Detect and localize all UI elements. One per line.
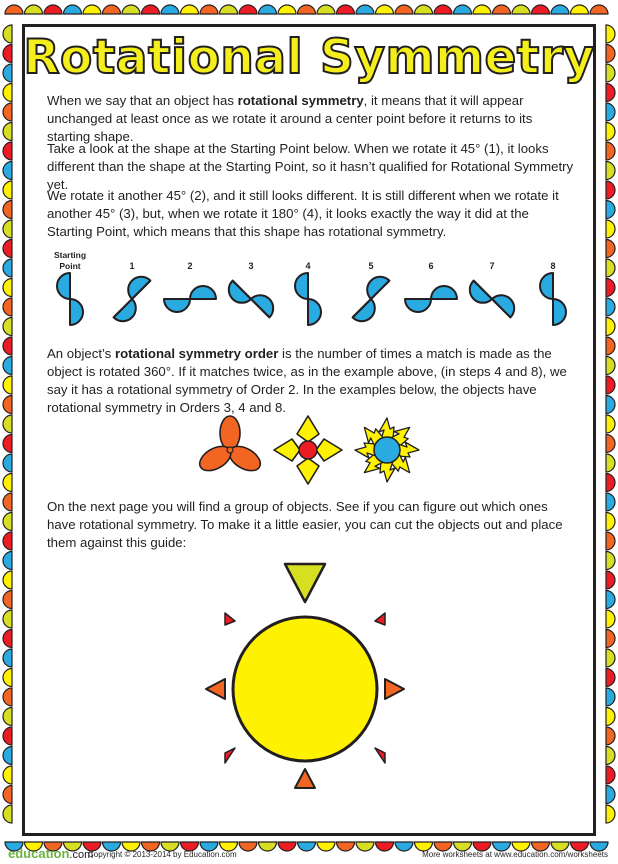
guide-top-triangle xyxy=(285,564,325,602)
border-semicircle xyxy=(606,805,615,823)
order-8-sun-icon xyxy=(355,418,419,482)
step-label: 4 xyxy=(305,261,311,271)
border-semicircle xyxy=(3,474,12,492)
border-semicircle xyxy=(606,688,615,706)
border-semicircle xyxy=(434,5,452,14)
border-semicircle xyxy=(3,123,12,141)
rotated-shape-step xyxy=(164,286,216,312)
border-semicircle xyxy=(3,240,12,258)
text-segment: is the number of times a match is made as the object is rotated 360°. If it matches twice, as in the example above, (in steps 4 and 8), we say it has a rotational symmetry of Order 2. In the examples below, the objects have rotational symmetry in Orders 3, 4 and 8. xyxy=(47,346,567,415)
border-semicircle xyxy=(395,5,413,14)
border-semicircle xyxy=(415,5,433,14)
border-semicircle xyxy=(239,842,257,851)
text-segment: When we say that an object has xyxy=(47,93,238,108)
border-semicircle xyxy=(3,220,12,238)
order-3-propeller-icon xyxy=(196,416,265,476)
border-semicircle xyxy=(25,5,43,14)
border-semicircle xyxy=(606,454,615,472)
paragraph-symmetry-order xyxy=(47,345,577,417)
border-semicircle xyxy=(3,630,12,648)
border-semicircle xyxy=(298,5,316,14)
border-semicircle xyxy=(606,727,615,745)
border-semicircle xyxy=(317,842,335,851)
border-semicircle xyxy=(317,5,335,14)
border-semicircle xyxy=(493,5,511,14)
border-semicircle xyxy=(3,513,12,531)
border-semicircle xyxy=(606,337,615,355)
starting-point-label-line1: Starting xyxy=(53,250,87,260)
border-semicircle xyxy=(3,766,12,784)
guide-marker-left xyxy=(206,679,225,699)
border-semicircle xyxy=(606,357,615,375)
border-semicircle xyxy=(3,357,12,375)
border-semicircle xyxy=(259,5,277,14)
border-semicircle xyxy=(3,591,12,609)
border-semicircle xyxy=(606,708,615,726)
border-semicircle xyxy=(606,279,615,297)
guide-sun-circle xyxy=(233,617,377,761)
step-label: 6 xyxy=(428,261,434,271)
border-semicircle xyxy=(3,142,12,160)
symmetry-order-examples xyxy=(180,410,440,490)
border-semicircle xyxy=(3,805,12,823)
border-semicircle xyxy=(606,162,615,180)
border-semicircle xyxy=(606,376,615,394)
border-semicircle xyxy=(298,842,316,851)
guide-marker-top-left xyxy=(225,613,235,625)
border-semicircle xyxy=(3,708,12,726)
border-semicircle xyxy=(3,454,12,472)
logo-text: education xyxy=(8,846,70,861)
border-semicircle xyxy=(3,610,12,628)
border-semicircle xyxy=(142,5,160,14)
border-semicircle xyxy=(606,181,615,199)
border-semicircle xyxy=(3,688,12,706)
logo-suffix: .com xyxy=(69,849,94,861)
text-segment: An object’s xyxy=(47,346,115,361)
step-label: 1 xyxy=(129,261,135,271)
border-semicircle xyxy=(337,842,355,851)
guide-marker-bottom-right xyxy=(375,748,385,763)
border-semicircle xyxy=(44,5,62,14)
propeller-blade xyxy=(220,416,240,450)
education-logo[interactable] xyxy=(8,846,93,861)
border-semicircle xyxy=(606,766,615,784)
border-semicircle xyxy=(606,630,615,648)
border-semicircle xyxy=(3,259,12,277)
flower-petal xyxy=(274,439,300,461)
border-semicircle xyxy=(356,842,374,851)
page-title: Rotational Symmetry xyxy=(23,30,595,85)
bold-term: rotational symmetry order xyxy=(114,346,279,361)
border-semicircle xyxy=(3,181,12,199)
border-semicircle xyxy=(606,396,615,414)
border-semicircle xyxy=(3,552,12,570)
border-semicircle xyxy=(5,5,23,14)
border-semicircle xyxy=(200,5,218,14)
rotation-sequence xyxy=(40,244,580,334)
border-semicircle xyxy=(606,610,615,628)
border-semicircle xyxy=(395,842,413,851)
border-semicircle xyxy=(532,5,550,14)
border-semicircle xyxy=(3,103,12,121)
border-semicircle xyxy=(606,532,615,550)
border-semicircle xyxy=(606,142,615,160)
step-label: 5 xyxy=(368,261,374,271)
border-semicircle xyxy=(606,415,615,433)
border-semicircle xyxy=(606,669,615,687)
border-semicircle xyxy=(64,5,82,14)
step-label: 2 xyxy=(187,261,193,271)
border-semicircle xyxy=(571,5,589,14)
bold-term: rotational symmetry xyxy=(237,93,364,108)
guide-marker-bottom-left xyxy=(225,748,235,763)
border-semicircle xyxy=(606,220,615,238)
text-segment: , it means that it will appear unchanged at least once as we rotate it around a center point before it returns to its starting shape. xyxy=(47,93,533,144)
border-semicircle xyxy=(3,571,12,589)
rotation-guide xyxy=(195,558,425,828)
border-semicircle xyxy=(606,123,615,141)
border-semicircle xyxy=(3,747,12,765)
border-semicircle xyxy=(278,5,296,14)
border-semicircle xyxy=(606,591,615,609)
flower-petal xyxy=(316,439,342,461)
border-semicircle xyxy=(3,493,12,511)
step-label: 7 xyxy=(489,261,495,271)
border-semicircle xyxy=(606,786,615,804)
border-semicircle xyxy=(551,5,569,14)
border-semicircle xyxy=(278,842,296,851)
border-semicircle xyxy=(3,279,12,297)
border-semicircle xyxy=(606,298,615,316)
border-semicircle xyxy=(3,669,12,687)
footer-copyright: Copyright © 2013-2014 by Education.com xyxy=(88,850,237,859)
border-semicircle xyxy=(3,727,12,745)
border-semicircle xyxy=(606,435,615,453)
flower-petal xyxy=(297,416,319,442)
border-semicircle xyxy=(356,5,374,14)
flower-petal xyxy=(297,458,319,484)
border-semicircle xyxy=(454,5,472,14)
border-semicircle xyxy=(3,376,12,394)
border-semicircle xyxy=(181,5,199,14)
paragraph-starting-point: Take a look at the shape at the Starting Point below. When we rotate it 45° (1), it looks different than the shape at the Starting Point, so it hasn’t qualified for Rotational Symmetry yet. xyxy=(47,141,574,192)
border-semicircle xyxy=(239,5,257,14)
border-semicircle xyxy=(606,103,615,121)
rotated-shape-step xyxy=(295,273,321,325)
rotated-shape-step xyxy=(540,273,566,325)
border-semicircle xyxy=(606,318,615,336)
border-semicircle xyxy=(606,259,615,277)
border-semicircle xyxy=(3,298,12,316)
border-semicircle xyxy=(606,552,615,570)
border-semicircle xyxy=(122,5,140,14)
footer-more-worksheets[interactable]: More worksheets at www.education.com/worksheets xyxy=(422,850,608,859)
border-semicircle xyxy=(337,5,355,14)
border-semicircle xyxy=(376,5,394,14)
rotated-shape-step xyxy=(343,271,398,326)
border-semicircle xyxy=(3,415,12,433)
border-semicircle xyxy=(3,162,12,180)
border-semicircle xyxy=(606,513,615,531)
border-semicircle xyxy=(3,532,12,550)
step-label: 8 xyxy=(550,261,556,271)
starting-point-label-line2: Point xyxy=(59,261,81,271)
border-semicircle xyxy=(606,747,615,765)
border-semicircle xyxy=(3,649,12,667)
border-semicircle xyxy=(606,571,615,589)
border-semicircle xyxy=(3,396,12,414)
rotated-shape-step xyxy=(405,286,457,312)
border-semicircle xyxy=(473,5,491,14)
rotated-shape-step xyxy=(464,271,519,326)
guide-marker-right xyxy=(385,679,404,699)
border-semicircle xyxy=(512,5,530,14)
rotated-shape-step xyxy=(223,271,278,326)
border-semicircle xyxy=(590,5,608,14)
paragraph-definition xyxy=(47,92,577,146)
border-semicircle xyxy=(103,5,121,14)
border-semicircle xyxy=(606,493,615,511)
order-4-flower-icon xyxy=(274,416,342,484)
border-semicircle xyxy=(606,649,615,667)
step-label: 3 xyxy=(248,261,254,271)
border-semicircle xyxy=(606,201,615,219)
paragraph-next-page: On the next page you will find a group of objects. See if you can figure out which ones have rotational symmetry. To make it a little easier, you can cut the objects out and place them against this guide: xyxy=(47,499,563,550)
border-semicircle xyxy=(161,5,179,14)
border-semicircle xyxy=(3,786,12,804)
guide-marker-bottom xyxy=(295,769,315,788)
border-semicircle xyxy=(606,240,615,258)
border-semicircle xyxy=(3,435,12,453)
guide-marker-top-right xyxy=(375,613,385,625)
border-semicircle xyxy=(3,318,12,336)
border-semicircle xyxy=(3,337,12,355)
border-semicircle xyxy=(606,474,615,492)
border-semicircle xyxy=(376,842,394,851)
border-semicircle xyxy=(220,5,238,14)
paragraph-rotation-steps: We rotate it another 45° (2), and it still looks different. It is still different when we rotate it another 45° (3), but, when we rotate it 180° (4), it looks exactly the way it did at the Starting Point, which means that this shape has rotational symmetry. xyxy=(47,188,559,239)
border-semicircle xyxy=(259,842,277,851)
rotated-shape-step xyxy=(104,271,159,326)
border-semicircle xyxy=(83,5,101,14)
border-semicircle xyxy=(3,201,12,219)
starting-point-shape xyxy=(57,273,83,325)
